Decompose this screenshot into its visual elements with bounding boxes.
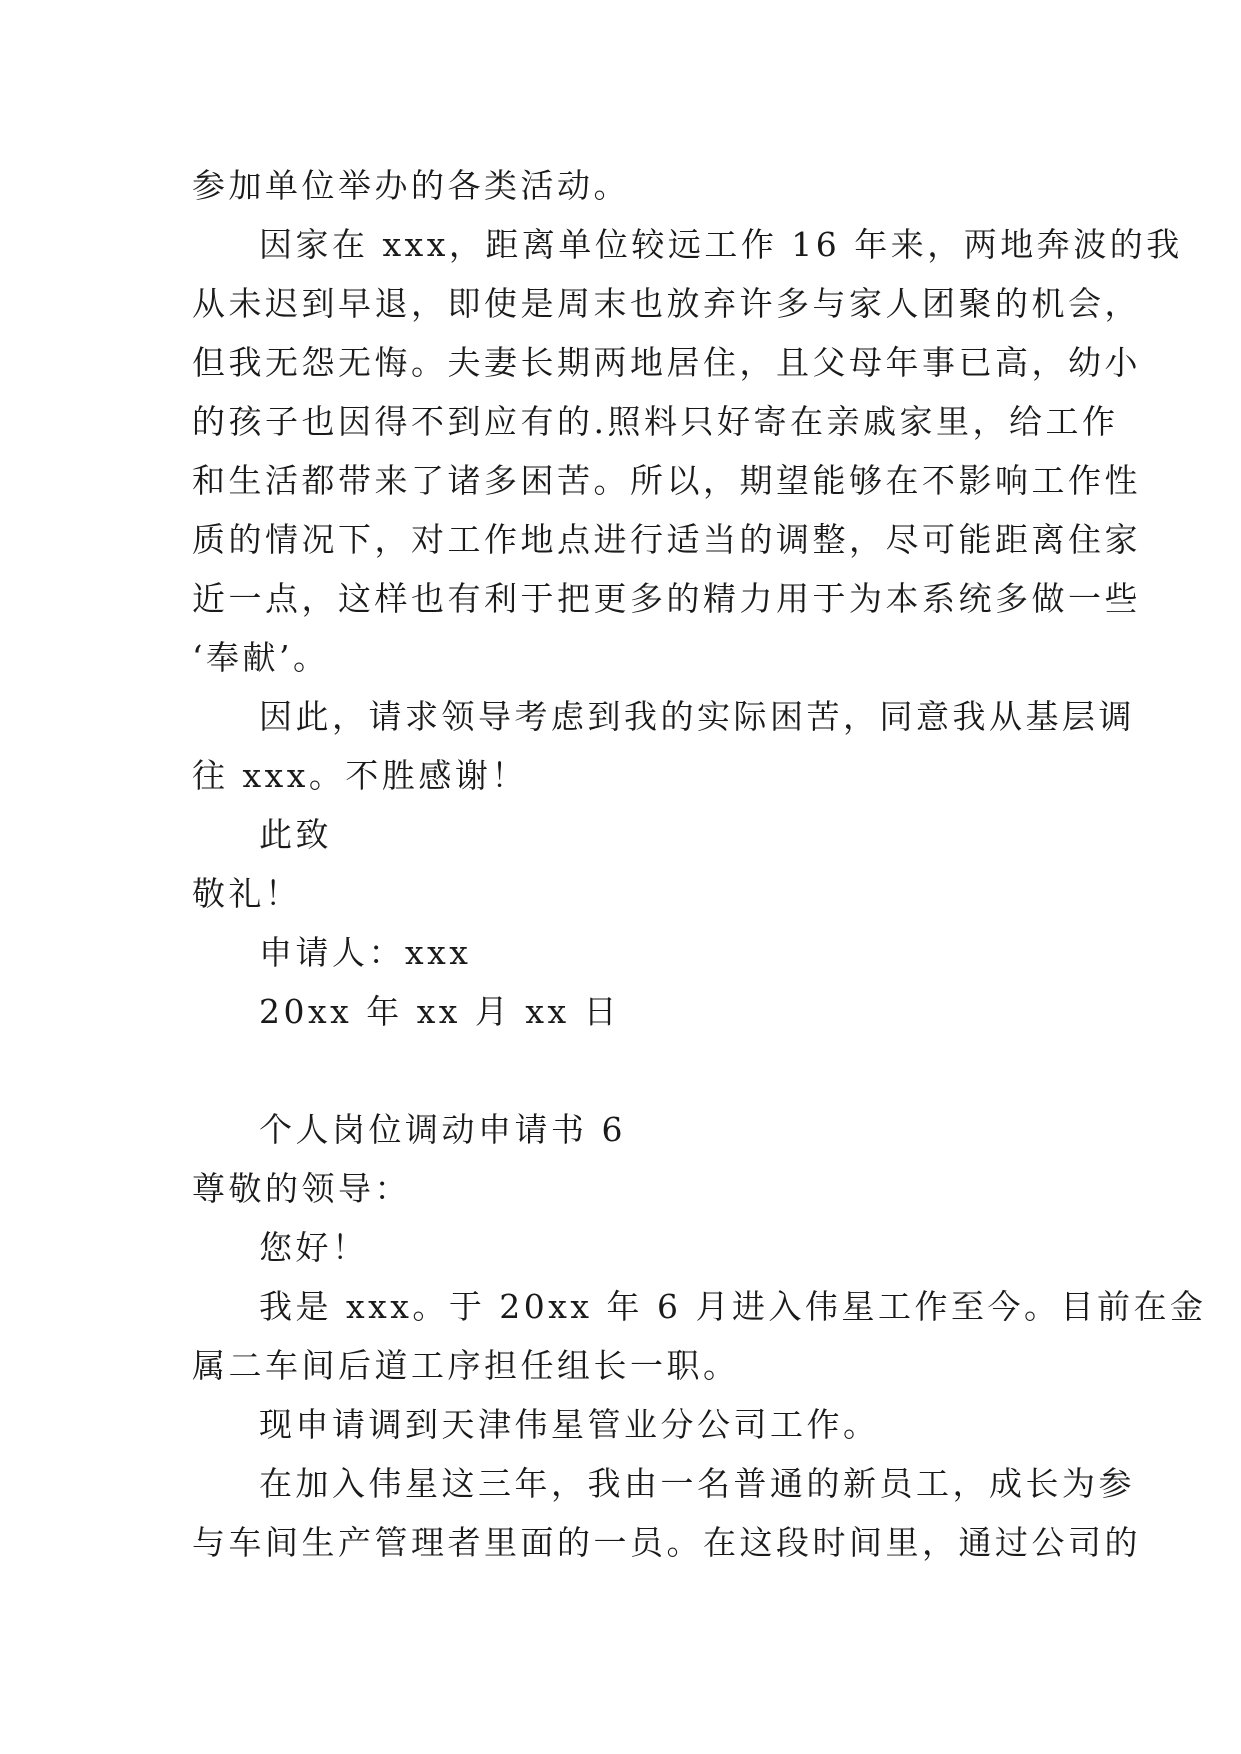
closing-salutation: 此致 (259, 815, 332, 854)
closing-regards: 敬礼！ (192, 874, 302, 913)
signature-date: 20xx 年 xx 月 xx 日 (259, 992, 621, 1031)
text-line: 我是 xxx。于 20xx 年 6 月进入伟星工作至今。目前在金 (259, 1287, 1207, 1326)
text-line: 但我无怨无悔。夫妻长期两地居住，且父母年事已高，幼小 (192, 343, 1141, 382)
text-line: 近一点，这样也有利于把更多的精力用于为本系统多做一些 (192, 579, 1141, 618)
text-line: 质的情况下，对工作地点进行适当的调整，尽可能距离住家 (192, 520, 1141, 559)
text-line: 因家在 xxx，距离单位较远工作 16 年来，两地奔波的我 (259, 225, 1183, 264)
text-line: 往 xxx。不胜感谢！ (192, 756, 528, 795)
text-line: 在加入伟星这三年，我由一名普通的新员工，成长为参 (259, 1464, 1135, 1503)
text-line: 参加单位举办的各类活动。 (192, 166, 630, 205)
section-title: 个人岗位调动申请书 6 (259, 1110, 626, 1149)
greeting-hello: 您好！ (259, 1228, 369, 1267)
greeting: 尊敬的领导： (192, 1169, 411, 1208)
text-line: 属二车间后道工序担任组长一职。 (192, 1346, 740, 1385)
text-line: 现申请调到天津伟星管业分公司工作。 (259, 1405, 880, 1444)
text-line: 与车间生产管理者里面的一员。在这段时间里，通过公司的 (192, 1523, 1141, 1562)
text-line: ‘奉献’。 (192, 638, 330, 677)
text-line: 的孩子也因得不到应有的.照料只好寄在亲戚家里，给工作 (192, 402, 1119, 441)
text-line: 和生活都带来了诸多困苦。所以，期望能够在不影响工作性 (192, 461, 1141, 500)
text-line: 从未迟到早退，即使是周末也放弃许多与家人团聚的机会， (192, 284, 1141, 323)
applicant-signature: 申请人：xxx (259, 933, 472, 972)
text-line: 因此，请求领导考虑到我的实际困苦，同意我从基层调 (259, 697, 1135, 736)
